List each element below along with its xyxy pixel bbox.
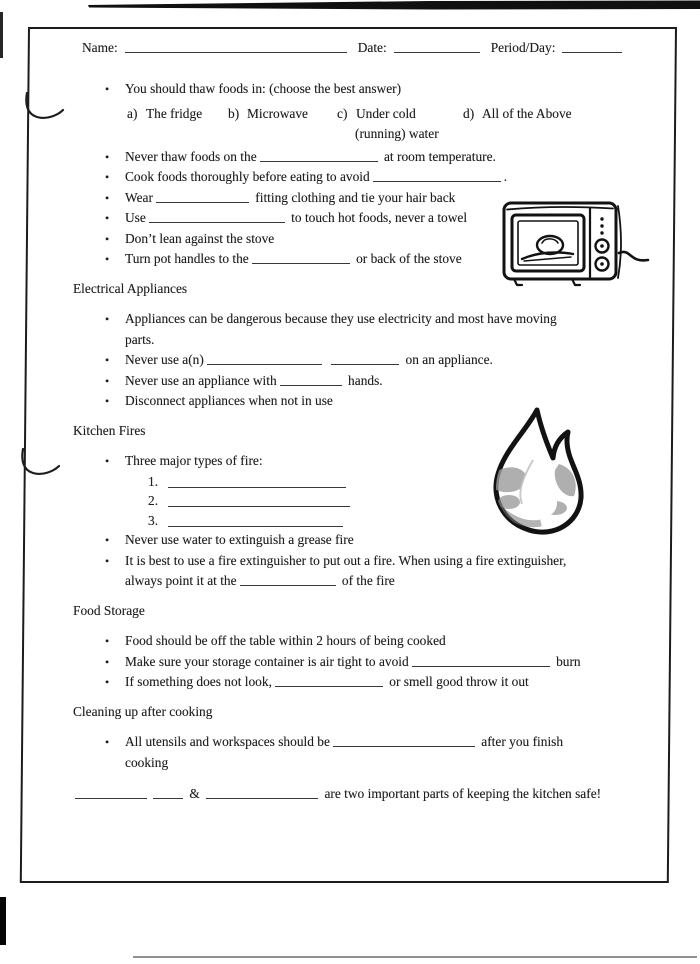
scan-artifact-left-tick	[0, 12, 3, 58]
flame-illustration	[481, 404, 595, 540]
text-run: &	[186, 786, 204, 801]
fill-in-blank	[149, 211, 285, 223]
fill-in-blank	[75, 787, 147, 799]
bullet-text	[125, 732, 649, 773]
text-run: Never thaw foods on the	[125, 148, 257, 164]
text-run: Never use an appliance with	[125, 372, 277, 388]
bullet-item	[24, 309, 649, 350]
scan-artifact-top-edge	[0, 0, 700, 16]
fill-in-blank	[252, 252, 350, 264]
text-run: parts.	[125, 331, 155, 347]
bullet-item	[24, 371, 649, 392]
microwave-illustration	[498, 193, 650, 287]
bullet-marker: •	[105, 454, 110, 468]
fill-in-blank	[206, 787, 318, 799]
bullet-text	[125, 672, 649, 693]
section-heading: Kitchen Fires	[73, 422, 146, 438]
option-label: The fridge	[146, 105, 203, 121]
fill-in-blank	[260, 150, 378, 162]
bullet-text	[125, 147, 649, 168]
text-run: If something does not look,	[125, 674, 272, 689]
bullet-text	[125, 551, 649, 592]
fill-in-blank	[207, 353, 322, 365]
bullet-item	[24, 147, 649, 168]
fill-in-blank	[275, 675, 383, 687]
text-run: burn	[552, 653, 581, 669]
text-run: or back of the stove	[352, 251, 462, 266]
fill-in-blank	[333, 735, 475, 747]
bullet-item	[24, 672, 649, 693]
bullet-item	[24, 551, 649, 592]
bullet-marker: •	[105, 312, 110, 326]
bullet-marker: •	[105, 533, 110, 547]
bullet-marker: •	[105, 190, 110, 205]
option-key: b)	[228, 105, 240, 121]
text-run: Disconnect appliances when not in use	[125, 393, 333, 408]
bullet-marker: •	[105, 394, 110, 408]
bullet-text	[125, 79, 649, 100]
text-run: hands.	[344, 372, 383, 388]
closing-statement	[72, 784, 649, 805]
text-run: at room temperature.	[380, 148, 496, 164]
text-run: fitting clothing and tie your hair back	[251, 189, 456, 205]
option-item	[463, 104, 572, 125]
text-run: Cook foods thoroughly before eating to avoid	[125, 169, 370, 184]
text-run: Three major types of fire:	[125, 453, 263, 468]
section-heading: Electrical Appliances	[73, 280, 188, 296]
text-run: .	[503, 169, 508, 184]
bullet-marker: •	[105, 231, 110, 246]
bullet-marker: •	[105, 211, 110, 225]
bullet-text	[125, 167, 649, 188]
section-heading: Food Storage	[73, 602, 145, 618]
text-run: Wear	[125, 189, 153, 205]
bullet-text	[125, 631, 649, 652]
option-key: d)	[463, 105, 475, 121]
bullet-item	[24, 652, 649, 673]
fill-in-blank	[373, 170, 501, 182]
list-number: 1.	[148, 473, 159, 489]
text-run: after you finish	[477, 734, 564, 749]
fill-in-blank	[280, 374, 342, 386]
scan-artifact-bottom-line	[133, 956, 697, 958]
text-run: on an appliance.	[402, 352, 493, 367]
text-run: are two important parts of keeping the kitchen safe!	[321, 786, 602, 801]
text-run: Turn pot handles to the	[125, 251, 249, 266]
period-day-blank	[562, 41, 622, 53]
text-run: always point it at the	[125, 573, 237, 588]
text-run: Appliances can be dangerous because they use electricity and most have moving	[125, 311, 557, 326]
option-continuation: (running) water	[355, 126, 439, 141]
text-run: to touch hot foods, never a towel	[287, 210, 468, 225]
text-run: Don’t lean against the stove	[125, 230, 275, 246]
bullet-item	[24, 732, 649, 773]
fill-in-blank	[168, 515, 343, 527]
fill-in-blank	[412, 655, 550, 667]
section-heading: Cleaning up after cooking	[73, 703, 213, 719]
text-run: or smell good throw it out	[385, 674, 529, 689]
option-label: All of the Above	[482, 105, 572, 121]
option-key: a)	[127, 105, 138, 121]
text-run: You should thaw foods in: (choose the best answer)	[125, 81, 402, 96]
text-run: Make sure your storage container is air tight to avoid	[125, 653, 409, 669]
bullet-marker: •	[105, 654, 110, 669]
date-blank	[394, 41, 480, 53]
fill-in-blank	[168, 495, 350, 507]
bullet-text	[125, 652, 649, 673]
fill-in-blank	[240, 574, 336, 586]
fill-in-blank	[331, 353, 399, 365]
text-run: Food should be off the table within 2 hours of being cooked	[125, 633, 446, 648]
fill-in-blank	[153, 787, 183, 799]
date-label: Date:	[357, 40, 387, 55]
list-number: 2.	[148, 493, 159, 508]
option-item	[127, 104, 228, 125]
bullet-text	[125, 371, 649, 392]
text-run: It is best to use a fire extinguisher to put out a fire. When using a fire extinguisher,	[125, 552, 567, 568]
text-run: cooking	[125, 754, 169, 770]
answer-options-row	[127, 104, 649, 125]
period-day-label: Period/Day:	[490, 40, 556, 55]
bullet-marker: •	[105, 553, 110, 568]
bullet-item	[24, 350, 649, 371]
option-label: Microwave	[247, 105, 308, 121]
option-item	[228, 104, 337, 125]
fill-in-blank	[156, 191, 249, 203]
name-label: Name:	[82, 40, 118, 55]
list-number: 3.	[148, 512, 159, 528]
bullet-marker: •	[105, 373, 110, 388]
text-run	[325, 352, 328, 367]
bullet-item	[24, 167, 649, 188]
bullet-marker: •	[105, 735, 110, 749]
option-item	[337, 104, 463, 125]
bullet-item	[24, 79, 649, 100]
text-run: Use	[125, 210, 146, 225]
bullet-marker: •	[105, 634, 110, 648]
answer-options	[127, 104, 649, 145]
text-run: All utensils and workspaces should be	[125, 734, 330, 749]
worksheet-header	[82, 40, 642, 56]
bullet-text	[125, 309, 649, 350]
bullet-marker: •	[105, 353, 110, 367]
bullet-marker: •	[105, 252, 110, 266]
bullet-marker: •	[105, 170, 110, 184]
bullet-marker: •	[105, 675, 110, 689]
bullet-marker: •	[105, 82, 110, 96]
fill-in-blank	[168, 476, 346, 488]
bullet-marker: •	[105, 149, 110, 164]
text-run: of the fire	[338, 573, 395, 588]
option-label: Under cold	[356, 105, 416, 121]
bullet-item	[24, 631, 649, 652]
text-run: Never use water to extinguish a grease fire	[125, 532, 354, 547]
bullet-text	[125, 350, 649, 371]
text-run: Never use a(n)	[125, 352, 204, 367]
name-blank	[125, 41, 347, 53]
option-key: c)	[337, 105, 348, 121]
scan-artifact-bottom-left-mark	[0, 897, 6, 945]
